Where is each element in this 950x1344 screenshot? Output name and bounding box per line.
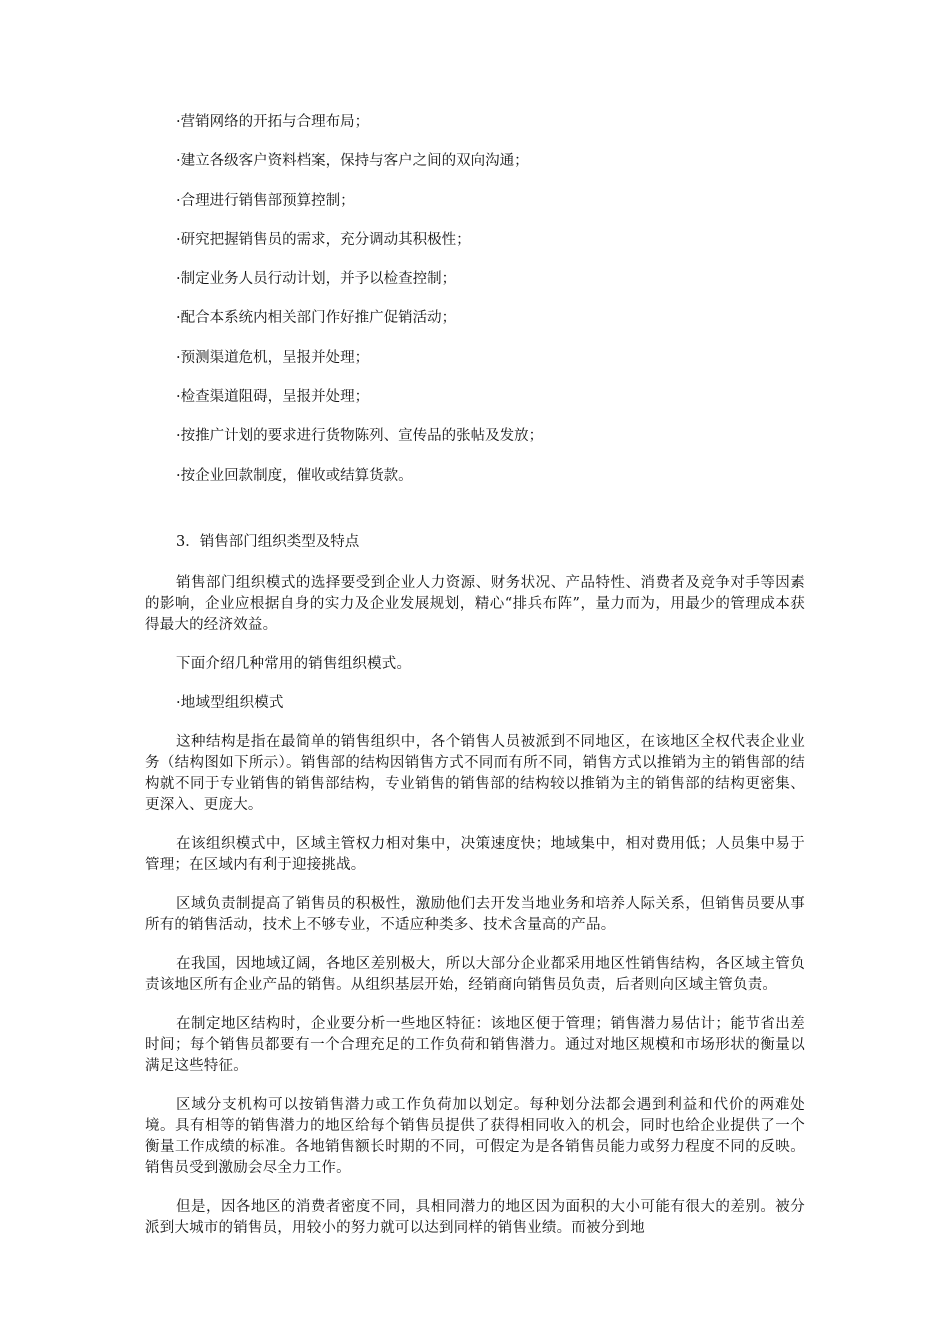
paragraph: 下面介绍几种常用的销售组织模式。 xyxy=(176,656,412,672)
body-text xyxy=(145,573,805,1257)
paragraph: 但是，因各地区的消费者密度不同，具相同潜力的地区因为面积的大小可能有很大的差别。被分派到大城市的销售员，用较小的努力就可以达到同样的销售业绩。而被分到地 xyxy=(145,1199,805,1236)
section-heading: 3．销售部门组织类型及特点 xyxy=(176,534,360,550)
paragraph: 区域分支机构可以按销售潜力或工作负荷加以划定。每种划分法都会遇到利益和代价的两难处境。具有相等的销售潜力的地区给每个销售员提供了获得相同收入的机会，同时也给企业提供了一个衡量工作成绩的标准。各地销售额长时期的不同，可假定为是各销售员能力或努力程度不同的反映。销售员受到激励会尽全力工作。 xyxy=(145,1097,805,1176)
bullet-item: ·检查渠道阻碍，呈报并处理； xyxy=(176,389,370,406)
bullet-item: ·按推广计划的要求进行货物陈列、宣传品的张帖及发放； xyxy=(176,428,544,445)
bullet-item: ·合理进行销售部预算控制； xyxy=(176,192,355,209)
paragraph: 区域负责制提高了销售员的积极性，激励他们去开发当地业务和培养人际关系，但销售员要从事所有的销售活动，技术上不够专业，不适应种类多、技术含量高的产品。 xyxy=(145,896,805,933)
paragraph: 在制定地区结构时，企业要分析一些地区特征：该地区便于管理；销售潜力易估计；能节省出差时间；每个销售员都要有一个合理充足的工作负荷和销售潜力。通过对地区规模和市场形状的衡量以满足这些特征。 xyxy=(145,1016,805,1074)
bullet-item: ·营销网络的开拓与合理布局； xyxy=(176,114,370,130)
paragraph: 销售部门组织模式的选择要受到企业人力资源、财务状况、产品特性、消费者及竞争对手等因素的影响，企业应根据自身的实力及企业发展规划，精心“排兵布阵”，量力而为，用最少的管理成本获得最大的经济效益。 xyxy=(145,575,805,633)
paragraph: 在我国，因地域辽阔，各地区差别极大，所以大部分企业都采用地区性销售结构，各区域主管负责该地区所有企业产品的销售。从组织基层开始，经销商向销售员负责，后者则向区域主管负责。 xyxy=(145,956,805,993)
bullet-item: ·预测渠道危机，呈报并处理； xyxy=(176,349,370,366)
bullet-item: ·研究把握销售员的需求，充分调动其积极性； xyxy=(176,231,471,248)
bullet-item: ·制定业务人员行动计划，并予以检查控制； xyxy=(176,271,457,288)
paragraph: 在该组织模式中，区域主管权力相对集中，决策速度快；地域集中，相对费用低；人员集中易于管理；在区域内有利于迎接挑战。 xyxy=(145,836,805,873)
subheading-regional-model: ·地域型组织模式 xyxy=(176,695,284,711)
bullet-item: ·建立各级客户资料档案，保持与客户之间的双向沟通； xyxy=(176,153,529,170)
paragraph: 这种结构是指在最简单的销售组织中，各个销售人员被派到不同地区，在该地区全权代表企业业务（结构图如下所示）。销售部的结构因销售方式不同而有所不同，销售方式以推销为主的销售部的结构就不同于专业销售的销售部结构，专业销售的销售部的结构较以推销为主的销售部的结构更密集、更深入、更庞大。 xyxy=(145,734,805,813)
bullet-item: ·配合本系统内相关部门作好推广促销活动； xyxy=(176,310,457,327)
duty-bullet-list xyxy=(176,112,816,505)
bullet-item: ·按企业回款制度，催收或结算货款。 xyxy=(176,467,413,484)
